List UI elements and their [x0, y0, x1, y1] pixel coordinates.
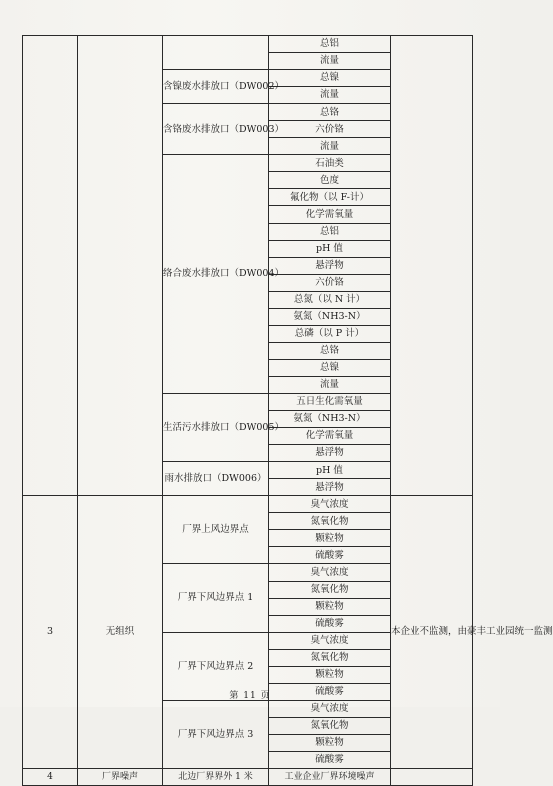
pollutant-item: 流量: [269, 87, 391, 104]
page-number: 第 11 页: [229, 691, 271, 701]
outlet-name: 含铬废水排放口（DW003）: [163, 104, 269, 155]
pollutant-item: 颗粒物: [269, 666, 391, 683]
row-number: 4: [23, 769, 78, 786]
monitoring-point: 北边厂界界外 1 米: [163, 769, 269, 786]
outlet-name: [163, 36, 269, 70]
row-number: 3: [23, 496, 78, 769]
pollutant-item: 化学需氧量: [269, 206, 391, 223]
pollutant-item: 颗粒物: [269, 734, 391, 751]
outlet-name: 含镍废水排放口（DW002）: [163, 70, 269, 104]
table-row: [23, 496, 473, 513]
pollutant-item: 氮氧化物: [269, 649, 391, 666]
pollutant-item: 悬浮物: [269, 479, 391, 496]
pollutant-item: 氮氧化物: [269, 717, 391, 734]
note-cell: [391, 769, 473, 786]
pollutant-item: 流量: [269, 376, 391, 393]
pollutant-item: 流量: [269, 138, 391, 155]
monitoring-table: [22, 35, 553, 786]
pollutant-item: 总铝: [269, 36, 391, 53]
pollutant-item: 氨氮（NH3-N）: [269, 308, 391, 325]
pollutant-item: 六价铬: [269, 274, 391, 291]
pollutant-item: 颗粒物: [269, 530, 391, 547]
pollutant-item: 臭气浓度: [269, 700, 391, 717]
category-cell: [78, 36, 163, 496]
pollutant-item: 悬浮物: [269, 445, 391, 462]
pollutant-item: 石油类: [269, 155, 391, 172]
pollutant-item: 硫酸雾: [269, 683, 391, 700]
table-row: [23, 769, 473, 786]
boundary-point-name: 厂界下风边界点 2: [163, 632, 269, 700]
outlet-name: 生活污水排放口（DW005）: [163, 393, 269, 461]
pollutant-item: 五日生化需氧量: [269, 393, 391, 410]
boundary-point-name: 厂界下风边界点 3: [163, 700, 269, 768]
pollutant-item: 流量: [269, 53, 391, 70]
pollutant-item: 硫酸雾: [269, 751, 391, 768]
pollutant-item: 色度: [269, 172, 391, 189]
pollutant-item: 总镍: [269, 70, 391, 87]
pollutant-item: 氟化物（以 F-计）: [269, 189, 391, 206]
pollutant-item: 臭气浓度: [269, 496, 391, 513]
outlet-name: 络合废水排放口（DW004）: [163, 155, 269, 394]
outlet-name: 雨水排放口（DW006）: [163, 462, 269, 496]
category-label: 无组织: [78, 496, 163, 769]
pollutant-item: 氮氧化物: [269, 581, 391, 598]
pollutant-item: 臭气浓度: [269, 632, 391, 649]
pollutant-item: 总磷（以 P 计）: [269, 325, 391, 342]
pollutant-item: 总铝: [269, 223, 391, 240]
note-cell: [391, 36, 473, 496]
pollutant-item: 臭气浓度: [269, 564, 391, 581]
category-label: 厂界噪声: [78, 769, 163, 786]
pollutant-item: 氨氮（NH3-N）: [269, 411, 391, 428]
pollutant-item: 颗粒物: [269, 598, 391, 615]
pollutant-item: 工业企业厂界环境噪声: [269, 769, 391, 786]
pollutant-item: 悬浮物: [269, 257, 391, 274]
pollutant-item: 总铬: [269, 342, 391, 359]
monitoring-note: 本企业不监测，由豪丰工业园统一监测: [391, 496, 473, 769]
boundary-point-name: 厂界下风边界点 1: [163, 564, 269, 632]
boundary-point-name: 厂界上风边界点: [163, 496, 269, 564]
table-row: [23, 36, 473, 53]
pollutant-item: 总镍: [269, 359, 391, 376]
row-number-cell: [23, 36, 78, 496]
pollutant-item: 硫酸雾: [269, 615, 391, 632]
pollutant-item: pH 值: [269, 462, 391, 479]
pollutant-item: 氮氧化物: [269, 513, 391, 530]
pollutant-item: 六价铬: [269, 121, 391, 138]
pollutant-item: 化学需氧量: [269, 428, 391, 445]
pollutant-item: 硫酸雾: [269, 547, 391, 564]
pollutant-item: 总铬: [269, 104, 391, 121]
pollutant-item: pH 值: [269, 240, 391, 257]
pollutant-item: 总氮（以 N 计）: [269, 291, 391, 308]
